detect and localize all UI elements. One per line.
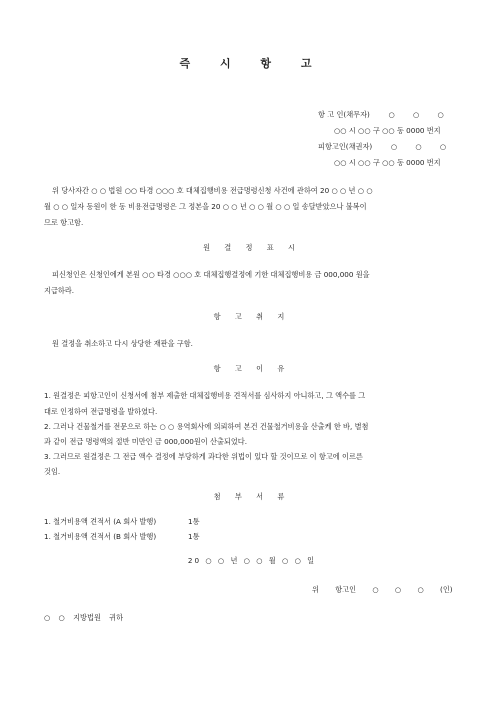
appellant-address: ○○ 시 ○○ 구 ○○ 동 0000 번지 — [334, 126, 441, 135]
attachment-1-label: 1. 철거비용액 견적서 (A 회사 발행) — [44, 517, 157, 526]
reason-line-6: 것임. — [44, 467, 61, 476]
reason-line-5: 3. 그러므로 원결정은 그 전급 액수 결정에 부당하게 과다한 위법이 있다 할 것이므로 이 항고에 이르른 — [44, 452, 363, 461]
appellee-address: ○○ 시 ○○ 구 ○○ 동 0000 번지 — [334, 158, 441, 167]
attachment-2-label: 1. 철거비용액 견적서 (B 회사 발행) — [44, 532, 157, 541]
intro-line-2: 월 ○ ○ 일자 동원이 한 동 비용전급명령은 그 정본을 20 ○ ○ 년 ○ ○ 월 ○ ○ 일 송달받았으나 불복이 — [44, 202, 367, 211]
reason-line-3: 2. 그러나 건물철거를 전문으로 하는 ○ ○ 용역회사에 의뢰하여 본건 건물철거비용을 산출케 한 바, 별첨 — [44, 422, 369, 431]
intro-line-3: 므로 항고함. — [44, 218, 84, 227]
appellant-line — [318, 111, 444, 118]
document-date: 20 ○ ○ 년 ○ ○ 월 ○ ○ 일 — [187, 556, 317, 565]
document-title: 즉 시 항 고 — [179, 57, 325, 70]
intro-line-1: 위 당사자간 ○ ○ 법원 ○○ 타경 ○○○ 호 대체집행비용 전급명령신청 사건에 관하여 20 ○ ○ 년 ○ ○ — [52, 186, 373, 195]
reason-line-1: 1. 원결정은 피항고인이 신청서에 첨부 제출한 대체집행비용 견적서를 심사하지 아니하고, 그 액수를 그 — [44, 391, 366, 400]
attachment-2-count: 1통 — [188, 532, 200, 541]
original-decision-line-1: 피신청인은 신청인에게 본원 ○○ 타경 ○○○ 호 대체집행결정에 기한 대체집행비용 금 000,000 원을 — [52, 270, 370, 279]
attachment-1-count: 1통 — [188, 517, 200, 526]
reason-heading: 항 고 이 유 — [213, 364, 291, 373]
appellee-name: ○ ○ ○ — [390, 142, 447, 151]
reason-line-4: 과 같이 전급 명령액의 절반 미만인 금 000,000원이 산출되었다. — [44, 437, 248, 446]
signer-line: 위 항고인 ○ ○ ○ (인) — [312, 585, 453, 594]
appellant-role: 항 고 인(채무자) — [318, 110, 370, 119]
original-decision-heading: 원 결 정 표 시 — [203, 243, 301, 252]
court-addressee: ○ ○ 지방법원 귀하 — [44, 613, 124, 622]
appellee-line — [318, 143, 446, 150]
purpose-heading: 항 고 취 지 — [213, 312, 291, 321]
reason-line-2: 대로 인정하여 전급명령을 발하였다. — [44, 407, 158, 416]
purpose-text: 원 결정을 취소하고 다시 상당한 재판을 구함. — [52, 339, 193, 348]
appellee-role: 피항고인(채권자) — [318, 142, 373, 151]
original-decision-line-2: 지급하라. — [44, 286, 75, 295]
appellant-name: ○ ○ ○ — [388, 110, 444, 119]
attachments-heading: 첨 부 서 류 — [213, 492, 291, 501]
